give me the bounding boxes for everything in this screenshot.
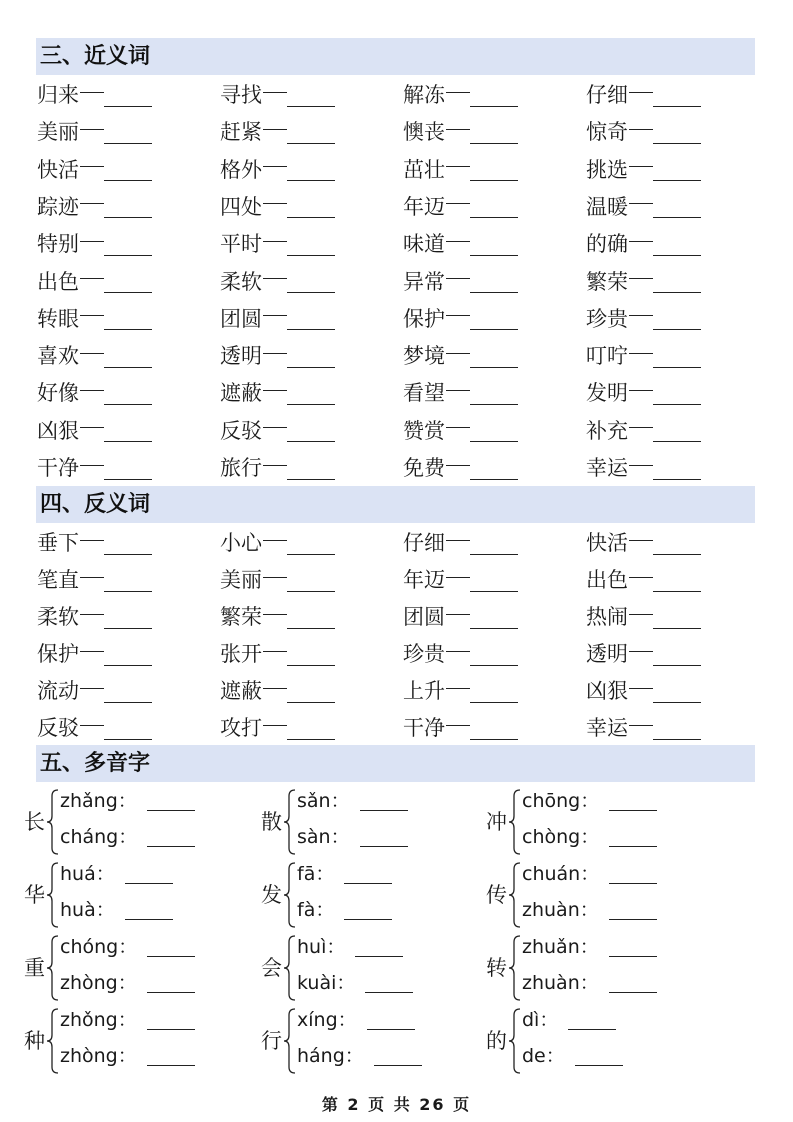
section-title-antonyms: 四、反义词 [36, 486, 755, 523]
word-text: 柔软 [220, 269, 262, 294]
brace-icon [46, 788, 60, 856]
colon-mark: ： [579, 899, 599, 921]
pinyin-line [60, 859, 173, 889]
word-text: 热闹 [586, 605, 628, 629]
word-text: 反驳 [220, 418, 262, 443]
pinyin-text: huá [60, 863, 96, 885]
word-text: 美丽 [220, 568, 262, 592]
word-text: 踪迹 [37, 194, 79, 219]
answer-blank[interactable] [568, 1011, 616, 1030]
pinyin-line [60, 895, 173, 925]
word-text: 的确 [586, 232, 628, 257]
colon-mark: ： [539, 1009, 559, 1031]
pinyin-text: zhòng [60, 1045, 118, 1067]
colon-mark: ： [95, 863, 115, 885]
polyphone-char: 冲 [486, 810, 507, 834]
colon-mark: ： [336, 972, 356, 994]
colon-mark: ： [580, 826, 600, 848]
pinyin-text: háng [297, 1045, 345, 1067]
pinyin-line [522, 1041, 623, 1071]
word-text: 茁壮 [403, 157, 445, 182]
word-text: 归来 [37, 83, 79, 107]
pinyin-line [297, 822, 408, 852]
word-text: 平时 [220, 232, 262, 257]
pinyin-text: cháng [60, 826, 119, 848]
word-text: 出色 [37, 269, 79, 294]
polyphone-group [486, 932, 706, 1004]
word-text: 柔软 [37, 605, 79, 629]
colon-mark: ： [579, 936, 599, 958]
polyphone-char: 长 [24, 810, 45, 834]
pinyin-line [522, 932, 657, 962]
answer-blank[interactable] [344, 865, 392, 884]
answer-blank[interactable] [147, 938, 195, 957]
word-text: 干净 [37, 456, 79, 480]
word-text: 发明 [586, 381, 628, 406]
pinyin-line [297, 932, 403, 962]
pinyin-line [297, 1041, 422, 1071]
pinyin-line [522, 786, 657, 816]
brace-icon [508, 861, 522, 929]
word-text: 反驳 [37, 716, 79, 740]
polyphone-char: 种 [24, 1029, 45, 1053]
word-text: 团圆 [220, 306, 262, 331]
colon-mark: ： [344, 1045, 364, 1067]
word-text: 繁荣 [220, 605, 262, 629]
answer-blank[interactable] [367, 1011, 415, 1030]
pinyin-text: chōng [522, 790, 581, 812]
word-text: 温暖 [586, 194, 628, 219]
polyphone-group [486, 786, 706, 858]
word-text: 保护 [37, 642, 79, 666]
word-text: 四处 [220, 194, 262, 219]
answer-blank[interactable] [147, 828, 195, 847]
colon-mark: ： [580, 790, 600, 812]
pinyin-line [60, 1041, 195, 1071]
answer-blank[interactable] [575, 1047, 623, 1066]
answer-blank[interactable] [609, 792, 657, 811]
polyphone-char: 传 [486, 883, 507, 907]
colon-mark: ： [118, 826, 138, 848]
polyphone-group [261, 1005, 481, 1077]
word-text: 透明 [220, 344, 262, 369]
colon-mark: ： [118, 936, 138, 958]
word-text: 团圆 [403, 605, 445, 629]
word-text: 懊丧 [403, 120, 445, 145]
pinyin-text: zhòng [60, 972, 118, 994]
word-text: 喜欢 [37, 344, 79, 369]
word-text: 攻打 [220, 716, 262, 740]
pinyin-line [60, 1005, 195, 1035]
brace-icon [46, 934, 60, 1002]
word-text: 美丽 [37, 120, 79, 145]
colon-mark: ： [330, 790, 350, 812]
colon-mark: ： [580, 863, 600, 885]
pinyin-line [297, 859, 392, 889]
word-text: 流动 [37, 679, 79, 703]
answer-blank[interactable] [360, 828, 408, 847]
pinyin-text: zhǎng [60, 790, 118, 812]
pinyin-text: zhǒng [60, 1009, 118, 1031]
word-text: 凶狠 [586, 679, 628, 703]
page-footer: 第 2 页 共 26 页 [321, 1095, 472, 1114]
word-text: 赶紧 [220, 120, 262, 145]
word-text: 惊奇 [586, 120, 628, 145]
section-title-polyphones: 五、多音字 [36, 745, 755, 782]
pinyin-line [297, 1005, 415, 1035]
answer-blank[interactable] [355, 938, 403, 957]
answer-blank[interactable] [609, 901, 657, 920]
pinyin-text: sàn [297, 826, 331, 848]
polyphone-group [261, 859, 481, 931]
word-text: 寻找 [220, 83, 262, 107]
polyphone-char: 的 [486, 1029, 507, 1053]
word-text: 年迈 [403, 568, 445, 592]
answer-blank[interactable] [609, 865, 657, 884]
polyphone-group [24, 859, 244, 931]
word-text: 凶狠 [37, 418, 79, 443]
pinyin-line [297, 786, 408, 816]
word-text: 透明 [586, 642, 628, 666]
word-text: 解冻 [403, 83, 445, 107]
brace-icon [283, 788, 297, 856]
brace-icon [46, 861, 60, 929]
word-text: 好像 [37, 381, 79, 406]
word-text: 看望 [403, 381, 445, 406]
colon-mark: ： [95, 899, 115, 921]
polyphone-group [486, 1005, 706, 1077]
pinyin-line [522, 859, 657, 889]
brace-icon [508, 1007, 522, 1075]
polyphone-char: 重 [24, 956, 45, 980]
polyphone-char: 发 [261, 883, 282, 907]
word-text: 快活 [37, 157, 79, 182]
pinyin-line [522, 1005, 616, 1035]
colon-mark: ： [315, 863, 335, 885]
pinyin-line [60, 822, 195, 852]
polyphone-group [24, 786, 244, 858]
word-text: 垂下 [37, 531, 79, 555]
polyphone-char: 会 [261, 956, 282, 980]
polyphone-char: 转 [486, 956, 507, 980]
word-text: 遮蔽 [220, 381, 262, 406]
word-text: 叮咛 [586, 344, 628, 369]
pinyin-text: chòng [522, 826, 581, 848]
word-text: 仔细 [403, 531, 445, 555]
polyphone-char: 华 [24, 883, 45, 907]
pinyin-line [60, 932, 195, 962]
word-text: 格外 [220, 157, 262, 182]
word-text: 挑选 [586, 157, 628, 182]
pinyin-text: huà [60, 899, 96, 921]
pinyin-line [522, 895, 657, 925]
answer-blank[interactable] [609, 828, 657, 847]
pinyin-text: kuài [297, 972, 337, 994]
word-text: 免费 [403, 456, 445, 480]
answer-blank[interactable] [147, 792, 195, 811]
word-text: 异常 [403, 269, 445, 294]
word-text: 梦境 [403, 344, 445, 369]
polyphone-group [486, 859, 706, 931]
word-text: 快活 [586, 531, 628, 555]
answer-blank[interactable] [147, 1047, 195, 1066]
answer-blank[interactable] [125, 865, 173, 884]
colon-mark: ： [579, 972, 599, 994]
answer-blank[interactable] [125, 901, 173, 920]
answer-blank[interactable] [365, 974, 413, 993]
pinyin-line [522, 968, 657, 998]
word-text: 出色 [586, 568, 628, 592]
pinyin-text: zhuǎn [522, 936, 580, 958]
brace-icon [508, 934, 522, 1002]
pinyin-line [297, 895, 392, 925]
pinyin-text: xíng [297, 1009, 338, 1031]
word-text: 上升 [403, 679, 445, 703]
polyphone-group [261, 786, 481, 858]
word-text: 旅行 [220, 456, 262, 480]
word-text: 赞赏 [403, 418, 445, 443]
word-text: 幸运 [586, 456, 628, 480]
word-text: 年迈 [403, 194, 445, 219]
colon-mark: ： [117, 972, 137, 994]
colon-mark: ： [117, 1045, 137, 1067]
pinyin-text: chuán [522, 863, 581, 885]
pinyin-text: fā [297, 863, 316, 885]
word-text: 珍贵 [586, 306, 628, 331]
pinyin-line [60, 968, 195, 998]
polyphone-group [24, 1005, 244, 1077]
colon-mark: ： [326, 936, 346, 958]
word-text: 特别 [37, 232, 79, 257]
colon-mark: ： [117, 790, 137, 812]
answer-blank[interactable] [360, 792, 408, 811]
word-text: 转眼 [37, 306, 79, 331]
word-text: 珍贵 [403, 642, 445, 666]
word-text: 味道 [403, 232, 445, 257]
brace-icon [46, 1007, 60, 1075]
pinyin-text: huì [297, 936, 327, 958]
answer-blank[interactable] [147, 974, 195, 993]
answer-blank[interactable] [344, 901, 392, 920]
pinyin-text: zhuàn [522, 899, 580, 921]
pinyin-text: fà [297, 899, 316, 921]
word-text: 仔细 [586, 83, 628, 107]
colon-mark: ： [330, 826, 350, 848]
colon-mark: ： [337, 1009, 357, 1031]
brace-icon [508, 788, 522, 856]
pinyin-line [60, 786, 195, 816]
colon-mark: ： [545, 1045, 565, 1067]
pinyin-text: zhuàn [522, 972, 580, 994]
answer-blank[interactable] [609, 938, 657, 957]
answer-blank[interactable] [374, 1047, 422, 1066]
word-text: 补充 [586, 418, 628, 443]
word-text: 笔直 [37, 568, 79, 592]
colon-mark: ： [315, 899, 335, 921]
pinyin-line [522, 822, 657, 852]
polyphone-char: 行 [261, 1029, 282, 1053]
word-text: 繁荣 [586, 269, 628, 294]
pinyin-text: chóng [60, 936, 119, 958]
brace-icon [283, 861, 297, 929]
word-text: 张开 [220, 642, 262, 666]
polyphone-group [261, 932, 481, 1004]
word-text: 幸运 [586, 716, 628, 740]
polyphone-group [24, 932, 244, 1004]
pinyin-text: de [522, 1045, 546, 1067]
word-text: 小心 [220, 531, 262, 555]
pinyin-text: sǎn [297, 790, 331, 812]
answer-blank[interactable] [609, 974, 657, 993]
brace-icon [283, 1007, 297, 1075]
brace-icon [283, 934, 297, 1002]
word-text: 保护 [403, 306, 445, 331]
section-title-synonyms: 三、近义词 [36, 38, 755, 75]
word-text: 干净 [403, 716, 445, 740]
pinyin-text: dì [522, 1009, 540, 1031]
pinyin-line [297, 968, 413, 998]
word-text: 遮蔽 [220, 679, 262, 703]
colon-mark: ： [117, 1009, 137, 1031]
answer-blank[interactable] [147, 1011, 195, 1030]
polyphone-char: 散 [261, 810, 282, 834]
